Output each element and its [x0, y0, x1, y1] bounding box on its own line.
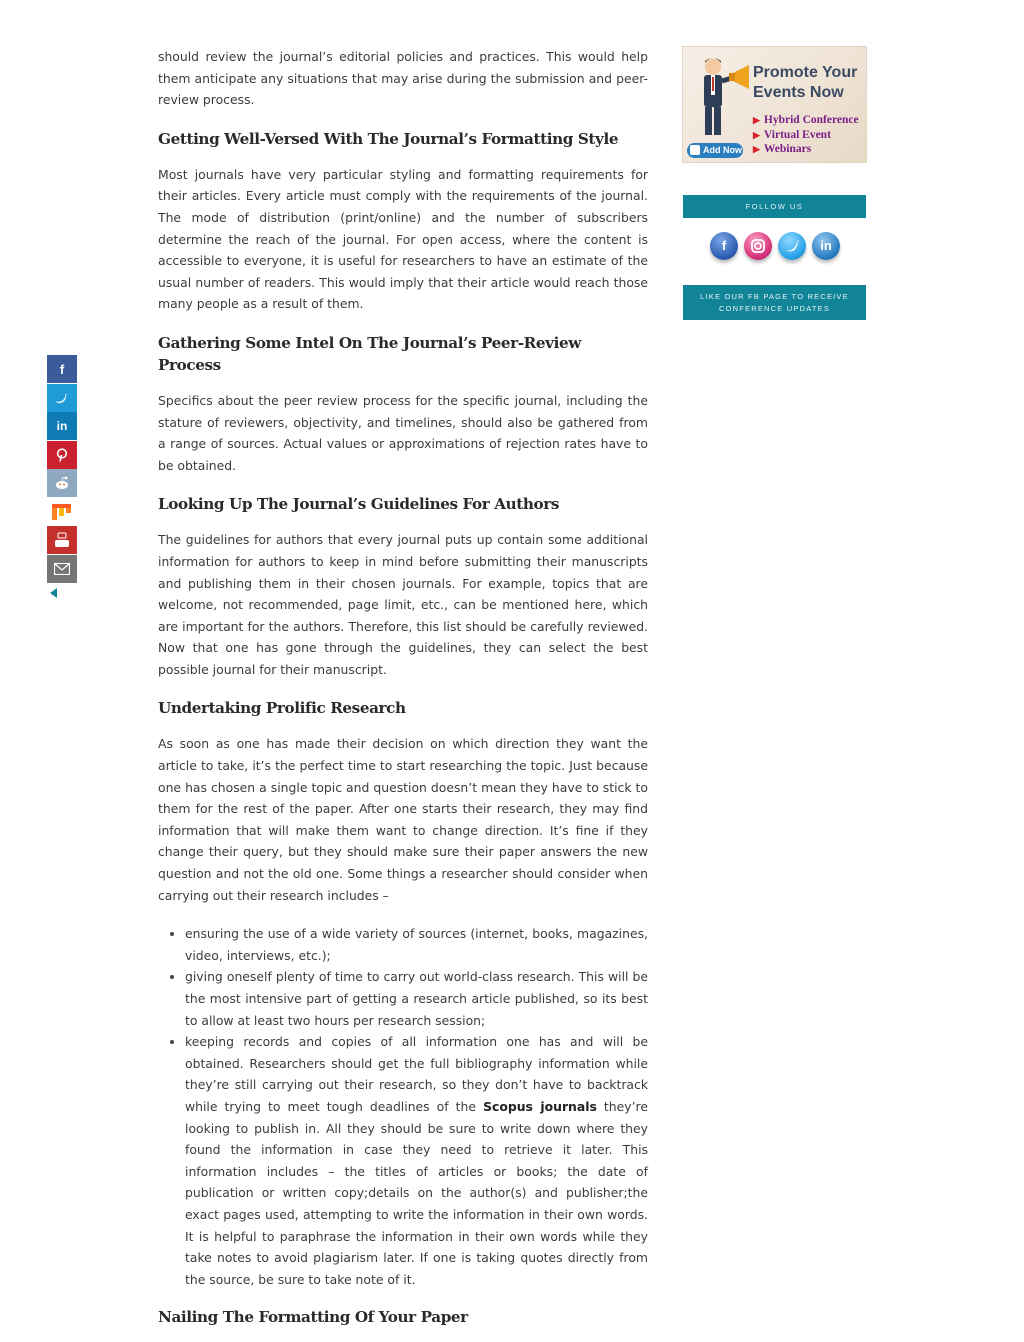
email-share-icon[interactable]	[47, 555, 77, 583]
collapse-share-bar-icon[interactable]	[50, 588, 57, 598]
arrow-right-icon: ▶	[753, 144, 760, 154]
linkedin-share-icon[interactable]: in	[47, 412, 77, 440]
facebook-share-icon[interactable]: f	[47, 355, 77, 383]
section-heading-research: Undertaking Prolific Research	[158, 699, 406, 718]
list-item: • giving oneself plenty of time to carry out world-class research. This will be the most intensive part of getting a research article published, so its best to allow at least two hours per research session;	[185, 966, 648, 1031]
article-body	[158, 46, 648, 1342]
section-body-peer-review: Specifics about the peer review process for the specific journal, including the stature of reviewers, objectivity, and timelines, should also be gathered from a range of sources. Actual values or approximations of rejection rates have to be obtained.	[158, 392, 648, 473]
ad-item-hybrid: ▶ Hybrid Conference	[753, 114, 859, 126]
instagram-icon[interactable]	[744, 232, 772, 260]
list-item-text: keeping records and copies of all information one has and will be obtained. Researchers should get the full bibliography information while they’re still carrying out their research, so they don’t have to backtrack while trying to meet tough deadlines of the	[185, 1034, 648, 1114]
pinterest-share-icon[interactable]	[47, 441, 77, 469]
share-sidebar	[47, 355, 77, 598]
youtube-share-icon[interactable]	[47, 526, 77, 554]
arrow-right-icon: ▶	[753, 115, 760, 125]
ad-item-webinars: ▶ Webinars	[753, 143, 812, 155]
add-now-button[interactable]: Add Now	[687, 143, 743, 158]
section-body-guidelines: The guidelines for authors that every journal puts up contain some additional information for authors to keep in mind before submitting their manuscripts and publishing them in their chosen journals. For example, topics that are welcome, not recommended, page limit, etc., can be mentioned here, which are important for the authors. Therefore, this list should be carefully reviewed. Now that one has gone through the guidelines, they can select the best possible journal for their manuscript.	[158, 532, 648, 677]
follow-us-bar: FOLLOW US	[683, 195, 866, 218]
edit-icon	[690, 145, 700, 155]
ad-item-virtual: ▶ Virtual Event	[753, 128, 831, 141]
twitter-share-icon[interactable]	[47, 384, 77, 412]
social-icons-row	[710, 232, 842, 266]
section-heading-formatting-paper: Nailing The Formatting Of Your Paper	[158, 1308, 468, 1327]
reddit-share-icon[interactable]	[47, 469, 77, 497]
section-heading-formatting-style: Getting Well-Versed With The Journal’s Formatting Style	[158, 129, 619, 148]
section-heading-peer-review: Gathering Some Intel On The Journal’s Peer-Review Process	[158, 333, 581, 374]
presenter-illustration-icon	[691, 53, 751, 143]
mix-share-icon[interactable]	[47, 498, 77, 526]
linkedin-icon[interactable]: in	[812, 232, 840, 260]
scopus-journals-link[interactable]: Scopus journals	[483, 1098, 597, 1114]
research-bullet-list	[158, 923, 648, 1290]
list-item-text: they’re looking to publish in. All they should be sure to write down where they found the information in case they need to retrieve it later. This information includes – the titles of articles or books; the date of publication or written copy;details on the author(s) and publisher;the exact pages used, attempting to write the information in their own words. It is helpful to paraphrase the information in their own words while they take notes to avoid plagiarism later. If one is taking quotes directly from the source, be sure to take note of it.	[185, 1098, 648, 1287]
section-heading-guidelines: Looking Up The Journal’s Guidelines For Authors	[158, 495, 560, 514]
ad-event-types	[753, 113, 859, 157]
list-item	[185, 1031, 648, 1290]
section-body-research: As soon as one has made their decision on which direction they want the article to take, it’s the perfect time to start researching the topic. Just because one has chosen a single topic and question doesn’t mean they have to stick to them for the rest of the paper. After one starts their research, they may find information that will make them want to change direction. It’s fine if they change their query, but they should make sure their paper answers the new question and not the old one. Some things a researcher should consider when carrying out their research includes –	[158, 736, 648, 903]
facebook-icon[interactable]: f	[710, 232, 738, 260]
promote-events-banner[interactable]	[682, 46, 867, 163]
fb-page-bar[interactable]: LIKE OUR FB PAGE TO RECEIVE CONFERENCE UPDATES	[683, 285, 866, 320]
arrow-right-icon: ▶	[753, 129, 760, 140]
list-item: • ensuring the use of a wide variety of sources (internet, books, magazines, video, interviews, etc.);	[185, 923, 648, 966]
section-body-formatting-style: Most journals have very particular styling and formatting requirements for their articles. Every article must comply with the requirements of the journal. The mode of distribution (print/online) and the number of subscribers determine the reach of the journal. For open access, where the content is accessible to everyone, it is useful for researchers to have an estimate of the usual number of readers. This would imply that their article would reach those many people as a result of them.	[158, 166, 648, 312]
twitter-icon[interactable]	[778, 232, 806, 260]
ad-title: Promote Your Events Now	[753, 64, 858, 101]
intro-paragraph: should review the journal’s editorial policies and practices. This would help them anticipate any situations that may arise during the submission and peer-review process.	[158, 49, 648, 108]
